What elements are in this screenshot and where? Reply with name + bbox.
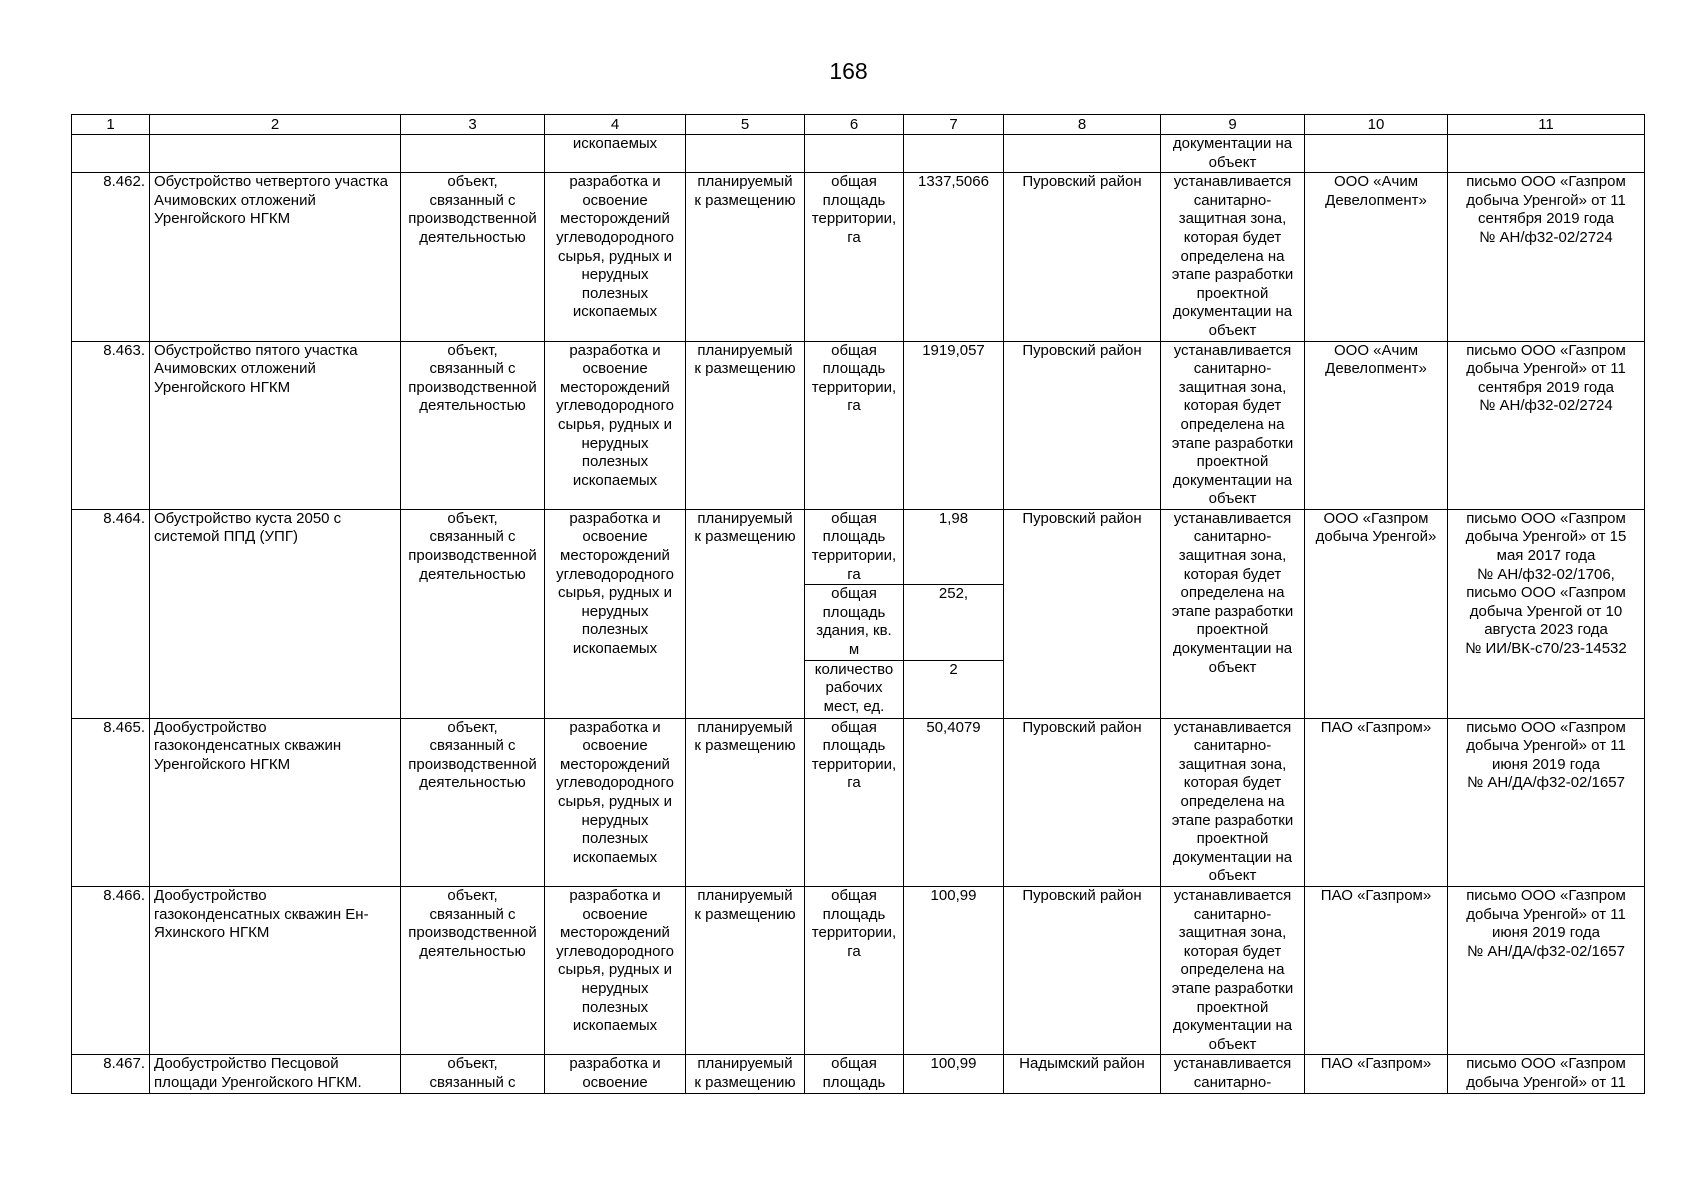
cell-owner: ПАО «Газпром» — [1305, 1055, 1448, 1093]
cell-parameter: общая площадь территории, га — [805, 509, 904, 584]
cell-zone: устанавливается санитарно- защитная зона, которая будет определена на этапе разработки проектной документации на объект — [1161, 509, 1305, 718]
cell-purpose: разработка и освоение месторождений углеводородного сырья, рудных и нерудных полезных ископаемых — [545, 718, 686, 886]
cell-value: 252, — [904, 585, 1004, 660]
cell-source: письмо ООО «Газпром добыча Уренгой» от 11 сентября 2019 года № АН/ф32-02/2724 — [1448, 341, 1645, 509]
cell-type: объект, связанный с — [401, 1055, 545, 1093]
cell-owner: ООО «Ачим Девелопмент» — [1305, 173, 1448, 341]
cell-location: Пуровский район — [1004, 341, 1161, 509]
cell-name: Дообустройство газоконденсатных скважин Ен-Яхинского НГКМ — [150, 886, 401, 1054]
cell-zone: документации на объект — [1161, 135, 1305, 173]
table-row — [72, 886, 1645, 1054]
column-header: 11 — [1448, 115, 1645, 135]
cell-type: объект, связанный с производственной деятельностью — [401, 509, 545, 718]
cell-type: объект, связанный с производственной деятельностью — [401, 341, 545, 509]
cell-name: Обустройство куста 2050 с системой ППД (УПГ) — [150, 509, 401, 718]
table-header — [72, 115, 1645, 135]
column-header: 9 — [1161, 115, 1305, 135]
cell-source: письмо ООО «Газпром добыча Уренгой» от 11 июня 2019 года № АН/ДА/ф32-02/1657 — [1448, 718, 1645, 886]
cell-source: письмо ООО «Газпром добыча Уренгой» от 11 — [1448, 1055, 1645, 1093]
cell-number: 8.462. — [72, 173, 150, 341]
cell-name: Дообустройство газоконденсатных скважин Уренгойского НГКМ — [150, 718, 401, 886]
cell-name: Обустройство четвертого участка Ачимовских отложений Уренгойского НГКМ — [150, 173, 401, 341]
cell-parameter: общая площадь территории, га — [805, 341, 904, 509]
cell-status: планируемый к размещению — [686, 173, 805, 341]
cell-purpose: ископаемых — [545, 135, 686, 173]
cell-type: объект, связанный с производственной деятельностью — [401, 173, 545, 341]
cell-owner: ПАО «Газпром» — [1305, 886, 1448, 1054]
cell-value: 50,4079 — [904, 718, 1004, 886]
column-header: 1 — [72, 115, 150, 135]
cell-parameter: общая площадь — [805, 1055, 904, 1093]
cell-location: Пуровский район — [1004, 886, 1161, 1054]
column-header: 10 — [1305, 115, 1448, 135]
column-header: 4 — [545, 115, 686, 135]
cell-zone: устанавливается санитарно- защитная зона, которая будет определена на этапе разработки проектной документации на объект — [1161, 341, 1305, 509]
cell-number: 8.465. — [72, 718, 150, 886]
column-header: 7 — [904, 115, 1004, 135]
table-row-continuation — [72, 135, 1645, 173]
cell-parameter: общая площадь здания, кв. м — [805, 585, 904, 660]
table-row — [72, 1055, 1645, 1093]
cell-zone: устанавливается санитарно- защитная зона, которая будет определена на этапе разработки проектной документации на объект — [1161, 173, 1305, 341]
page-number: 168 — [829, 58, 868, 84]
table-row — [72, 718, 1645, 886]
cell-parameter: общая площадь территории, га — [805, 718, 904, 886]
column-header: 8 — [1004, 115, 1161, 135]
cell-number: 8.464. — [72, 509, 150, 718]
column-header: 3 — [401, 115, 545, 135]
cell-parameter: количество рабочих мест, ед. — [805, 660, 904, 718]
cell-zone: устанавливается санитарно- защитная зона, которая будет определена на этапе разработки проектной документации на объект — [1161, 718, 1305, 886]
cell-purpose: разработка и освоение месторождений углеводородного сырья, рудных и нерудных полезных ископаемых — [545, 173, 686, 341]
table-row — [72, 341, 1645, 509]
cell-type: объект, связанный с производственной деятельностью — [401, 718, 545, 886]
cell-purpose: разработка и освоение месторождений углеводородного сырья, рудных и нерудных полезных ископаемых — [545, 341, 686, 509]
cell-location: Пуровский район — [1004, 509, 1161, 718]
cell-status: планируемый к размещению — [686, 509, 805, 718]
cell-type: объект, связанный с производственной деятельностью — [401, 886, 545, 1054]
column-header: 2 — [150, 115, 401, 135]
cell-source: письмо ООО «Газпром добыча Уренгой» от 11 июня 2019 года № АН/ДА/ф32-02/1657 — [1448, 886, 1645, 1054]
cell-source: письмо ООО «Газпром добыча Уренгой» от 11 сентября 2019 года № АН/ф32-02/2724 — [1448, 173, 1645, 341]
cell-name: Дообустройство Песцовой площади Уренгойского НГКМ. — [150, 1055, 401, 1093]
cell-location: Пуровский район — [1004, 718, 1161, 886]
cell-value: 100,99 — [904, 1055, 1004, 1093]
header-row — [72, 115, 1645, 135]
cell-owner: ООО «Ачим Девелопмент» — [1305, 341, 1448, 509]
cell-location: Надымский район — [1004, 1055, 1161, 1093]
cell-purpose: разработка и освоение месторождений углеводородного сырья, рудных и нерудных полезных ископаемых — [545, 509, 686, 718]
cell-value: 1,98 — [904, 509, 1004, 584]
cell-location: Пуровский район — [1004, 173, 1161, 341]
cell-value: 1337,5066 — [904, 173, 1004, 341]
cell-owner: ПАО «Газпром» — [1305, 718, 1448, 886]
cell-number: 8.466. — [72, 886, 150, 1054]
cell-status: планируемый к размещению — [686, 1055, 805, 1093]
cell-zone: устанавливается санитарно- защитная зона, которая будет определена на этапе разработки проектной документации на объект — [1161, 886, 1305, 1054]
cell-number: 8.467. — [72, 1055, 150, 1093]
cell-purpose: разработка и освоение — [545, 1055, 686, 1093]
cell-status: планируемый к размещению — [686, 341, 805, 509]
cell-name: Обустройство пятого участка Ачимовских отложений Уренгойского НГКМ — [150, 341, 401, 509]
cell-zone: устанавливается санитарно- — [1161, 1055, 1305, 1093]
cell-status: планируемый к размещению — [686, 718, 805, 886]
table-row — [72, 173, 1645, 341]
cell-source: письмо ООО «Газпром добыча Уренгой» от 15 мая 2017 года № АН/ф32-02/1706, письмо ООО «Газпром добыча Уренгой от 10 августа 2023 года № ИИ/ВК-с70/23-14532 — [1448, 509, 1645, 718]
column-header: 5 — [686, 115, 805, 135]
cell-parameter: общая площадь территории, га — [805, 173, 904, 341]
objects-table — [71, 114, 1645, 1094]
cell-owner: ООО «Газпром добыча Уренгой» — [1305, 509, 1448, 718]
column-header: 6 — [805, 115, 904, 135]
table-row — [72, 509, 1645, 584]
cell-parameter: общая площадь территории, га — [805, 886, 904, 1054]
cell-value: 1919,057 — [904, 341, 1004, 509]
cell-value: 100,99 — [904, 886, 1004, 1054]
cell-number: 8.463. — [72, 341, 150, 509]
cell-status: планируемый к размещению — [686, 886, 805, 1054]
cell-value: 2 — [904, 660, 1004, 718]
cell-purpose: разработка и освоение месторождений углеводородного сырья, рудных и нерудных полезных ископаемых — [545, 886, 686, 1054]
